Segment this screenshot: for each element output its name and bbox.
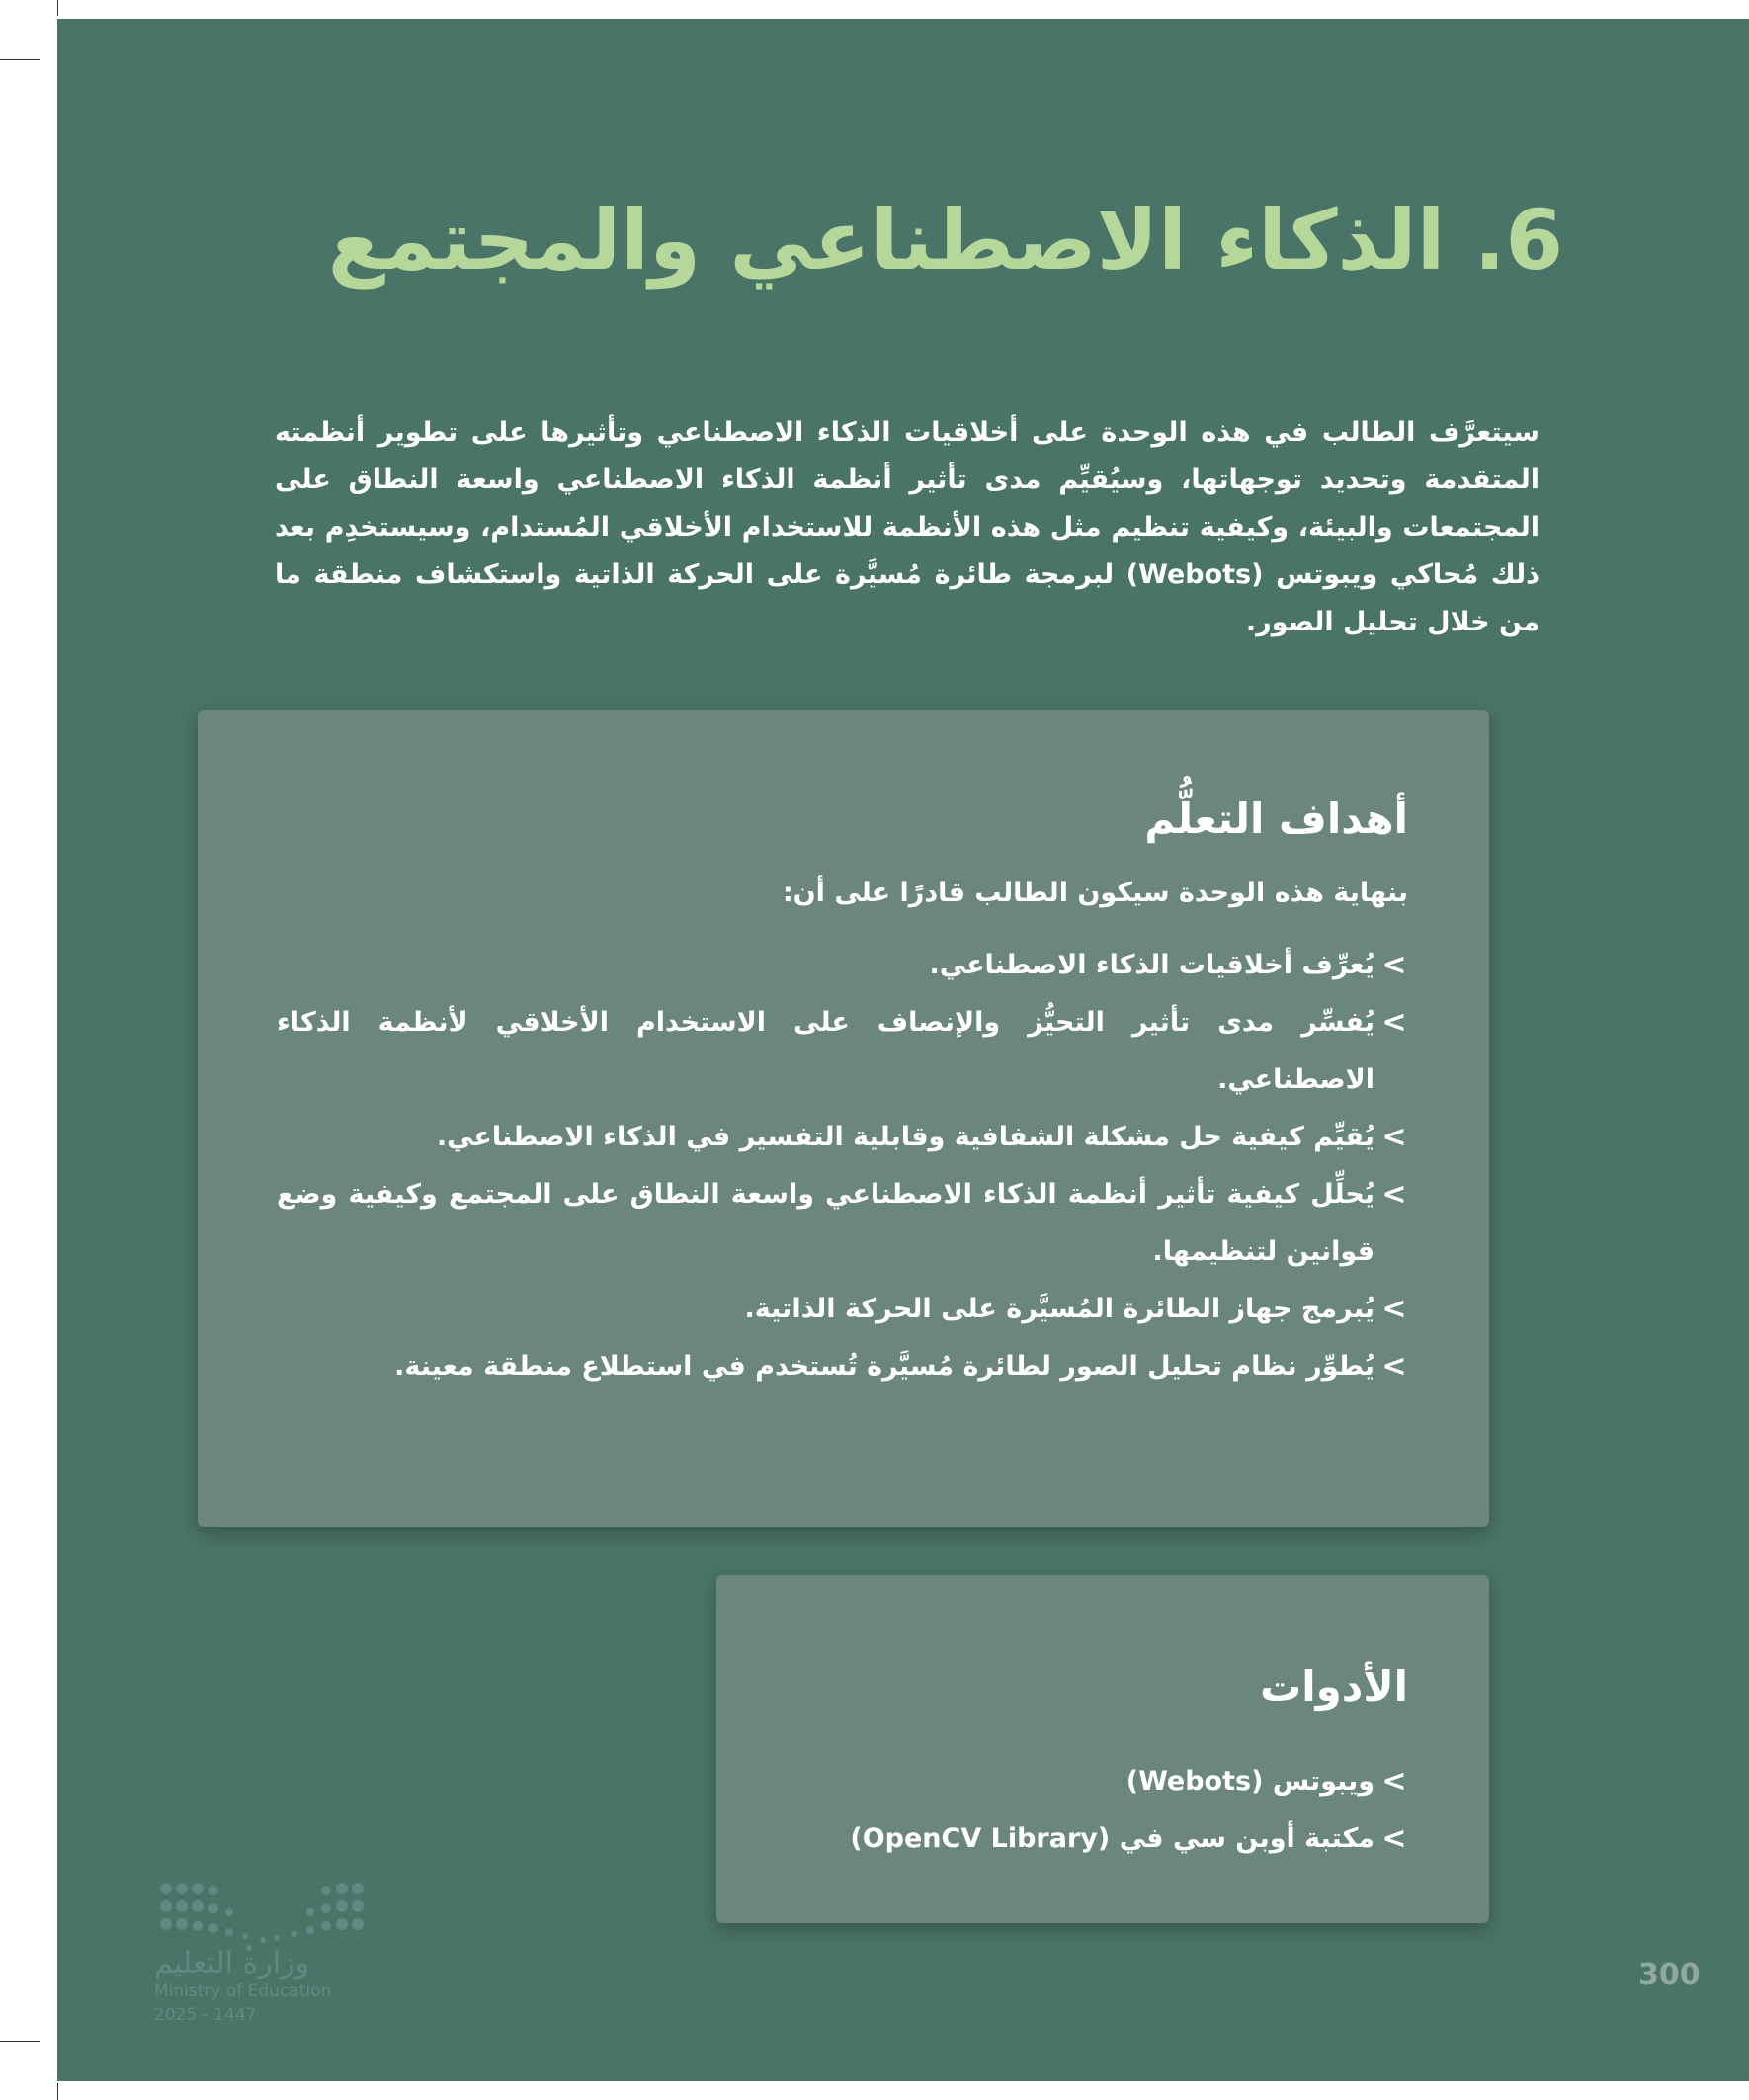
tool-text: ويبوتس (Webots) xyxy=(1125,1766,1374,1797)
objective-item xyxy=(277,1109,1408,1166)
learning-objectives-lead: بنهاية هذه الوحدة سيكون الطالب قادرًا على أن: xyxy=(782,878,1408,908)
objective-item xyxy=(277,1281,1408,1338)
objective-item xyxy=(277,1166,1408,1281)
unit-introduction: سيتعرَّف الطالب في هذه الوحدة على أخلاقيات الذكاء الاصطناعي وتأثيرها على تطوير أنظمته المتقدمة وتحديد توجهاتها، وسيُقيِّم مدى تأثير أنظمة الذكاء الاصطناعي واسعة النطاق على المجتمعات والبيئة، وكيفية تنظيم مثل هذه الأنظمة للاستخدام الأخلاقي المُستدام، وسيستخدِم بعد ذلك مُحاكي ويبوتس (Webots) لبرمجة طائرة مُسيَّرة على الحركة الذاتية واستكشاف منطقة ما من خلال تحليل الصور. xyxy=(275,417,1540,637)
page xyxy=(57,19,1749,2081)
learning-objectives-list xyxy=(277,937,1408,1395)
tools-list xyxy=(776,1753,1408,1868)
objective-item xyxy=(277,937,1408,994)
tool-item xyxy=(776,1810,1408,1868)
page-number: 300 xyxy=(1638,1958,1701,1992)
unit-title: 6. الذكاء الاصطناعي والمجتمع xyxy=(327,192,1563,289)
objective-text: يُعرِّف أخلاقيات الذكاء الاصطناعي. xyxy=(929,950,1374,980)
chevron-bullet-icon: > xyxy=(1381,1005,1407,1040)
learning-objectives-box xyxy=(198,710,1489,1527)
crop-mark xyxy=(0,2041,40,2042)
tool-item xyxy=(776,1753,1408,1810)
ministry-name-arabic: وزارة التعليم xyxy=(154,1946,310,1980)
objective-text: يُفسِّر مدى تأثير التحيُّز والإنصاف على الاستخدام الأخلاقي لأنظمة الذكاء الاصطناعي. xyxy=(277,1007,1374,1095)
learning-objectives-title: أهداف التعلُّم xyxy=(1144,795,1408,843)
chevron-bullet-icon: > xyxy=(1381,1764,1407,1799)
objective-item xyxy=(277,994,1408,1109)
tools-title: الأدوات xyxy=(1260,1662,1408,1711)
chevron-bullet-icon: > xyxy=(1381,1177,1407,1212)
objective-item xyxy=(277,1338,1408,1395)
crop-mark xyxy=(0,59,40,60)
objective-text: يُطوِّر نظام تحليل الصور لطائرة مُسيَّرة تُستخدم في استطلاع منطقة معينة. xyxy=(394,1351,1374,1382)
crop-mark xyxy=(57,0,58,16)
crop-mark xyxy=(57,2083,58,2100)
chevron-bullet-icon: > xyxy=(1381,1349,1407,1384)
objective-text: يُقيِّم كيفية حل مشكلة الشفافية وقابلية التفسير في الذكاء الاصطناعي. xyxy=(436,1122,1374,1152)
chevron-bullet-icon: > xyxy=(1381,1292,1407,1326)
chevron-bullet-icon: > xyxy=(1381,1120,1407,1154)
chevron-bullet-icon: > xyxy=(1381,948,1407,982)
ministry-year: 2025 - 1447 xyxy=(154,2005,257,2025)
chevron-bullet-icon: > xyxy=(1381,1821,1407,1856)
ministry-name-english: Ministry of Education xyxy=(154,1981,332,2001)
tools-box xyxy=(716,1575,1489,1923)
objective-text: يُبرمج جهاز الطائرة المُسيَّرة على الحركة الذاتية. xyxy=(744,1294,1374,1324)
objective-text: يُحلِّل كيفية تأثير أنظمة الذكاء الاصطناعي واسعة النطاق على المجتمع وكيفية وضع قوانين لتنظيمها. xyxy=(277,1179,1374,1267)
tool-text: مكتبة أوبن سي في (OpenCV Library) xyxy=(850,1823,1374,1854)
